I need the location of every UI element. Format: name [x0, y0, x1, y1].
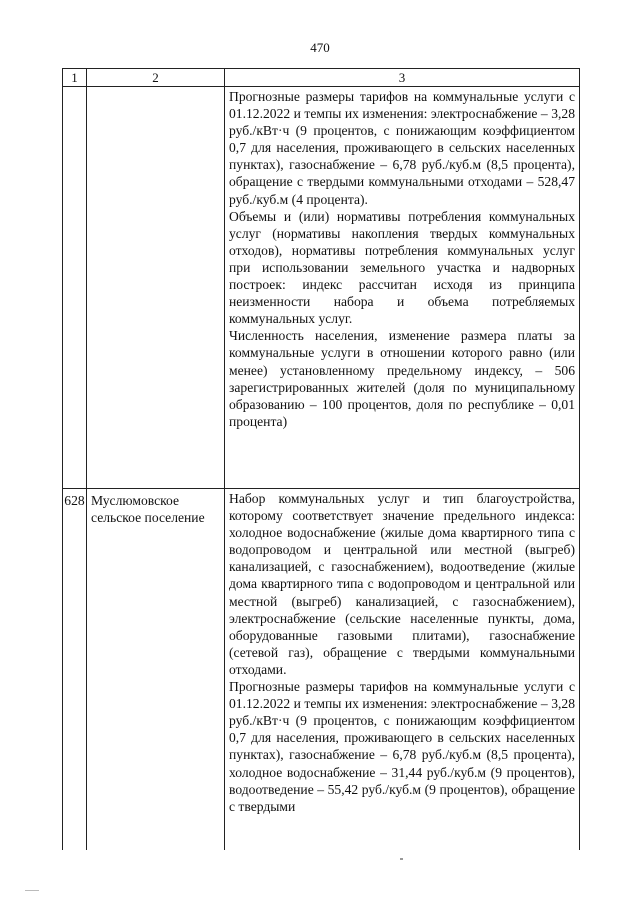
indicator-description	[225, 87, 580, 489]
table-row	[63, 87, 580, 489]
header-col-3: 3	[225, 69, 580, 87]
population-paragraph: Численность населения, изменение размера платы за коммунальные услуги в отношении которого равно (или менее) установленному предельному индексу, – 506 зарегистрированных жителей (доля по муниципальному образованию – 100 процентов, доля по республике – 0,01 процента)	[229, 328, 575, 429]
tariff-forecast-paragraph: Прогнозные размеры тарифов на коммунальные услуги с 01.12.2022 и темпы их изменения: электроснабжение – 3,28 руб./кВт·ч (9 процентов, с понижающим коэффициентом 0,7 для населения, проживающего в сельских населенных пунктах), газоснабжение – 6,78 руб./куб.м (8,5 процента), обращение с твердыми коммунальными отходами – 528,47 руб./куб.м (4 процента).	[229, 89, 575, 207]
table-row	[63, 489, 580, 851]
municipal-tariff-table	[62, 68, 580, 850]
header-col-1: 1	[63, 69, 87, 87]
service-set-paragraph: Набор коммунальных услуг и тип благоустройства, которому соответствует значение предельного индекса: холодное водоснабжение (жилые дома квартирного типа с водопроводом и центральной или местной (выгреб) канализацией, с газоснабжением), водоотведение (жилые дома квартирного типа с водопроводом и центральной или местной (выгреб) канализацией, с газоснабжением), электроснабжение (сельские населенные пункты, дома, оборудованные газовыми плитами), газоснабжение (сетевой газ), обращение с твердыми коммунальными отходами.	[229, 491, 575, 677]
scan-mark	[25, 890, 39, 891]
row-number	[63, 87, 87, 489]
table-header-row	[63, 69, 580, 87]
row-number: 628	[63, 489, 87, 851]
page-number: 470	[310, 40, 330, 55]
settlement-name: Муслюмовское сельское поселение	[87, 489, 225, 851]
tariff-forecast-paragraph: Прогнозные размеры тарифов на коммунальные услуги с 01.12.2022 и темпы их изменения: электроснабжение – 3,28 руб./кВт·ч (9 процентов, с понижающим коэффициентом 0,7 для населения, проживающего в сельских населенных пунктах), газоснабжение – 6,78 руб./куб.м (8,5 процента), холодное водоснабжение – 31,44 руб./куб.м (9 процентов), водоотведение – 55,42 руб./куб.м (9 процентов), обращение с твердыми	[229, 679, 575, 814]
header-col-2: 2	[87, 69, 225, 87]
indicator-description	[225, 489, 580, 851]
scan-dot	[400, 858, 403, 860]
consumption-volume-paragraph: Объемы и (или) нормативы потребления коммунальных услуг (нормативы накопления твердых коммунальных отходов), нормативы потребления коммунальных услуг при использовании земельного участка и надворных построек: индекс рассчитан исходя из принципа неизменности набора и объема потребляемых коммунальных услуг.	[229, 208, 575, 327]
settlement-name	[87, 87, 225, 489]
